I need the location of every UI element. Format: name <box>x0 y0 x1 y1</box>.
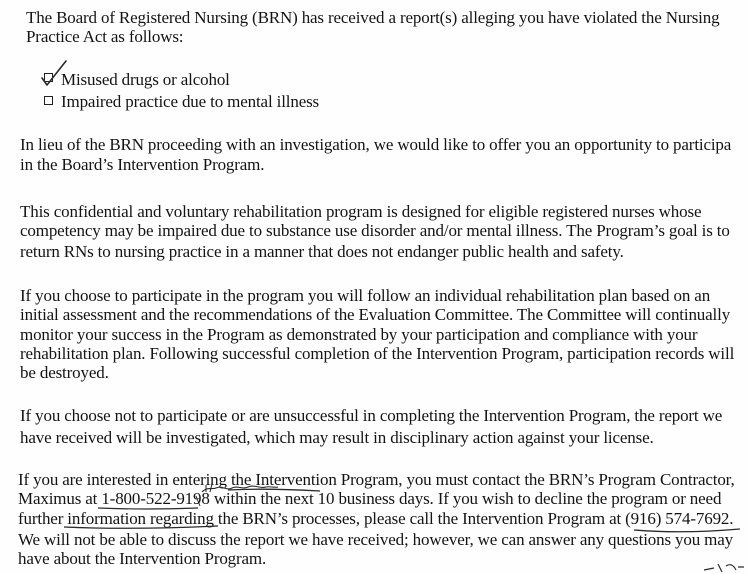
text-line: If you choose not to participate or are unsuccessful in completing the Intervention Program, the report we <box>20 406 723 425</box>
text-line: If you choose to participate in the program you will follow an individual rehabilitation plan based on an <box>20 286 711 305</box>
text-line: competency may be impaired due to substance use disorder and/or mental illness. The Program’s goal is to <box>20 221 730 240</box>
text-line: Maximus at 1-800-522-9198 within the next 10 business days. If you wish to decline the program or need <box>18 489 722 508</box>
checkbox-unchecked <box>44 96 53 105</box>
handwritten-underline <box>62 524 220 532</box>
text-line: be destroyed. <box>20 363 109 382</box>
text-line: In lieu of the BRN proceeding with an investigation, we would like to offer you an opportunity to participa <box>20 135 732 154</box>
text-line: return RNs to nursing practice in a manner that does not endanger public health and safety. <box>20 242 624 261</box>
text-line: further information regarding the BRN’s processes, please call the Intervention Program at (916) 574-7692. <box>18 509 734 528</box>
handwritten-corner-mark <box>700 558 746 574</box>
handwritten-underline <box>96 505 200 513</box>
text-line: Practice Act as follows: <box>26 27 184 46</box>
text-line: We will not be able to discuss the report we have received; however, we can answer any questions you may <box>18 530 734 549</box>
checkbox-label: Impaired practice due to mental illness <box>61 92 320 111</box>
text-line: monitor your success in the Program as demonstrated by your participation and compliance with your <box>20 325 698 344</box>
handwritten-annotation <box>182 478 292 508</box>
text-line: in the Board’s Intervention Program. <box>20 155 265 174</box>
text-line: have received will be investigated, which may result in disciplinary action against your license. <box>20 428 654 447</box>
text-line: initial assessment and the recommendations of the Evaluation Committee. The Committee will continually <box>20 305 731 324</box>
text-line: have about the Intervention Program. <box>18 549 267 568</box>
handwritten-underline <box>632 526 744 536</box>
text-line: The Board of Registered Nursing (BRN) has received a report(s) alleging you have violated the Nursing <box>26 8 720 27</box>
checkbox-label: Misused drugs or alcohol <box>61 70 230 89</box>
text-line: If you are interested in entering the Intervention Program, you must contact the BRN’s Program Contractor, <box>18 470 735 489</box>
text-line: This confidential and voluntary rehabilitation program is designed for eligible registered nurses whose <box>20 202 702 221</box>
text-line: rehabilitation plan. Following successful completion of the Intervention Program, participation records will <box>20 344 735 363</box>
